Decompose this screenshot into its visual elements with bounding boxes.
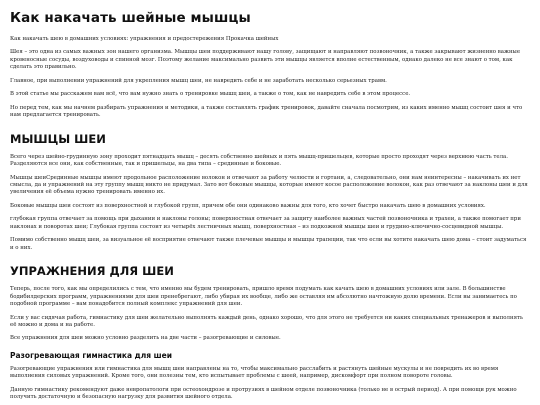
section-paragraph: Все упражнения для шеи можно условно разделить на две части – разогревающие и силовые. (10, 335, 281, 342)
article (10, 0, 530, 402)
subsection-paragraph: Данную гимнастику рекомендуют даже невропатологи при остеохондрозе и протрузиях в шейном отделе позвоночника (только не в острый период). А при помощи рук можно получить достаточную и безопасную нагрузку для развития шейного отдела. (10, 386, 517, 401)
intro-paragraph: Но перед тем, как мы начнем разбирать упражнения и методики, а также составлять график тренировок, давайте сначала посмотрим, из каких именно мышц состоит шея и что нам предлагается тренировать. (10, 104, 523, 119)
section-paragraph: Боковые мышцы шеи состоят из поверхностной и глубокой групп, причем обе они одинаково важны для того, кто хочет быстро накачать шею в домашних условиях. (10, 202, 486, 209)
section-paragraph: Всего через шейно-грудинную зону проходит пятнадцать мышц – десять собственно шейных и пять мышц-пришельцев, которые просто проходят через верхнюю часть тела. Разделяются все они, как собственные, так и пришельцы, на два типа – срединные и боковые. (10, 153, 508, 168)
section-paragraph: глубокая группа отвечает за помощь при дыхании и наклоны головы; поверхностная отвечает за защиту наиболее важных частей позвоночника и трахеи, а также помогает при наклонах и поворотах шеи; Глубокая группа состоит из четырёх лестничных мышц, поверхностная – из подкожной мышцы шеи и грудино-ключично-сосцевидной мышцы. (10, 216, 521, 230)
article-title: Как накачать шейные мышцы (10, 10, 251, 26)
section-heading-neck-muscles: МЫШЦЫ ШЕИ (10, 131, 106, 146)
intro-paragraph: Главное, при выполнении упражнений для укрепления мышц шеи, не навредить себе и не заработать несколько серьезных травм. (10, 77, 387, 84)
section-paragraph: Мышцы шеиСрединные мышцы имеют продольное расположение волокон и отвечают за работу челюсти и гортани, а, следовательно, они нам неинтересны – накачивать их нет смысла, да и упражнений на эту группу мышц никто не придумал. Зато вот боковые мышцы, которые имеют косое расположение волокон, как раз отвечают за наклоны шеи и для увеличения её объема нужно тренировать именно их. (10, 174, 528, 196)
intro-paragraph: В этой статье мы расскажем вам всё, что вам нужно знать о тренировке мышц шеи, а также о том, как не навредить себе в этом процессе. (10, 91, 411, 98)
section-paragraph: Если у вас сидячая работа, гимнастику для шеи желательно выполнять каждый день, однако хорошо, что для этого не требуется ни каких специальных тренажеров и выполнять её можно и дома и на работе. (10, 314, 523, 328)
section-heading-neck-exercises: УПРАЖНЕНИЯ ДЛЯ ШЕИ (10, 264, 174, 279)
intro-paragraph: Как накачать шею в домашних условиях: упражнения и предостережения Прокачка шейных (10, 36, 279, 42)
subsection-paragraph: Разогревающие упражнения или гимнастика для мышц шеи направлены на то, чтобы максимально расслабить и растянуть шейные мускулы и не повредить их во время выполнения силовых упражнений. Кроме того, они полезны тем, кто испытывает проблемы с шеей, например, дискомфорт при полном повороте головы. (10, 365, 499, 380)
section-paragraph: Помимо собственно мышц шеи, за визуальное её восприятие отвечают также плечевые мышцы и мышцы трапеции, так что если вы хотите накачать шею дома – стоит задуматься и о них. (10, 237, 527, 251)
section-paragraph: Теперь, после того, как мы определились с тем, что именно мы будем тренировать, пришло время подумать как качать шею в домашних условиях или зале. В большинстве бодибилдерских программ, упражнениями для шеи пренебрегают, либо убирая их вообще, либо же оставляя им абсолютно начтожную долю времени. Если вы занимаетесь по подобной программе – вам понадобится полный комплекс упражнений для шеи. (10, 286, 517, 308)
intro-paragraph: Шея – это одна из самых важных зон нашего организма. Мышцы шеи поддерживают нашу голову, защищают и направляют позвоночник, а также закрывают жизненно важные кровеносные сосуды, воздуховоды и спинной мозг. Поэтому желание максимально развить эти мышцы является вполне естественным, однако далеко не все знают о том, как сделать это правильно. (10, 49, 521, 71)
subsection-heading-warmup: Разогревающая гимнастика для шеи (10, 350, 172, 360)
